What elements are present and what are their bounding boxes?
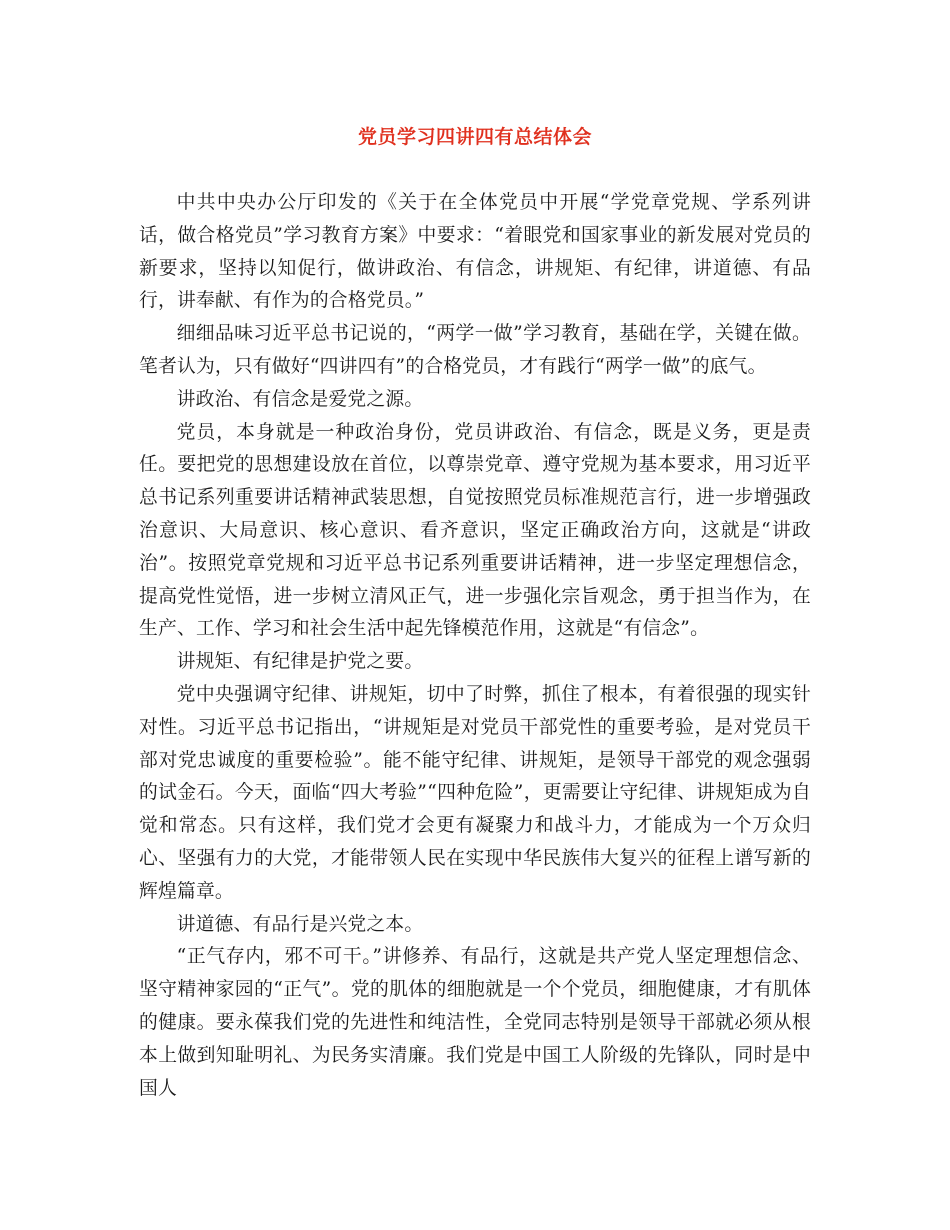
section-heading: 讲道德、有品行是兴党之本。	[176, 913, 424, 935]
paragraph: 党员，本身就是一种政治身份，党员讲政治、有信念，既是义务，更是责任。要把党的思想建设放在首位，以尊崇党章、遵守党规为基本要求，用习近平总书记系列重要讲话精神武装思想，自觉按照党员标准规范言行，进一步增强政治意识、大局意识、核心意识、看齐意识，坚定正确政治方向，这就是“讲政治”。按照党章党规和习近平总书记系列重要讲话精神，进一步坚定理想信念，提高党性觉悟，进一步树立清风正气，进一步强化宗旨观念，勇于担当作为，在生产、工作、学习和社会生活中起先锋模范作用，这就是“有信念”。	[139, 421, 811, 640]
section-heading: 讲规矩、有纪律是护党之要。	[176, 651, 424, 673]
document-body	[139, 187, 811, 1105]
paragraph: 中共中央办公厅印发的《关于在全体党员中开展“学党章党规、学系列讲话，做合格党员”学习教育方案》中要求：“着眼党和国家事业的新发展对党员的新要求，坚持以知促行，做讲政治、有信念，讲规矩、有纪律，讲道德、有品行，讲奉献、有作为的合格党员。”	[139, 192, 811, 312]
section-heading: 讲政治、有信念是爱党之源。	[176, 388, 424, 410]
paragraph: 细细品味习近平总书记说的，“两学一做”学习教育，基础在学，关键在做。笔者认为，只有做好“四讲四有”的合格党员，才有践行“两学一做”的底气。	[139, 323, 811, 377]
document-title: 党员学习四讲四有总结体会	[357, 126, 592, 148]
paragraph: “正气存内，邪不可干。”讲修养、有品行，这就是共产党人坚定理想信念、坚守精神家园的“正气”。党的肌体的细胞就是一个个党员，细胞健康，才有肌体的健康。要永葆我们党的先进性和纯洁性，全党同志特别是领导干部就必须从根本上做到知耻明礼、为民务实清廉。我们党是中国工人阶级的先锋队，同时是中国人	[139, 946, 811, 1099]
paragraph: 党中央强调守纪律、讲规矩，切中了时弊，抓住了根本，有着很强的现实针对性。习近平总书记指出，“讲规矩是对党员干部党性的重要考验，是对党员干部对党忠诚度的重要检验”。能不能守纪律、讲规矩，是领导干部党的观念强弱的试金石。今天，面临“四大考验”“四种危险”，更需要让守纪律、讲规矩成为自觉和常态。只有这样，我们党才会更有凝聚力和战斗力，才能成为一个万众归心、坚强有力的大党，才能带领人民在实现中华民族伟大复兴的征程上谱写新的辉煌篇章。	[139, 683, 811, 902]
